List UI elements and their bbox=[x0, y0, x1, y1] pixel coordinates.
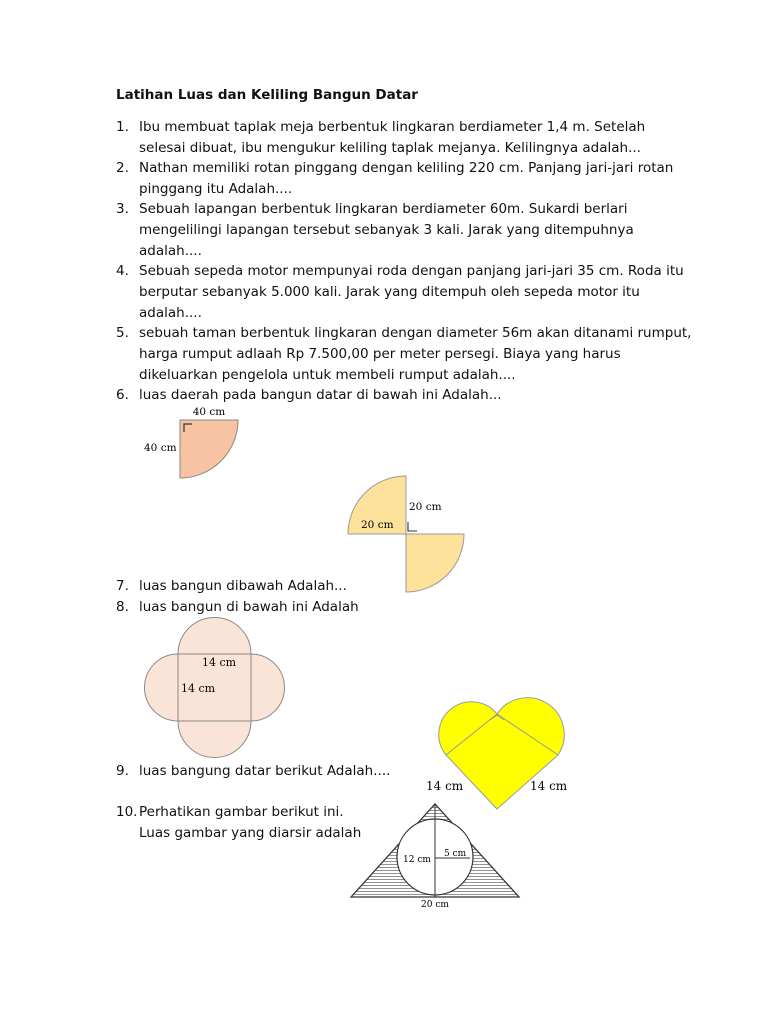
question-text-line: luas bangun dibawah Adalah... bbox=[139, 578, 347, 594]
left-dimension-label: 20 cm bbox=[361, 519, 394, 531]
question-text-line: Sebuah sepeda motor mempunyai roda dengan panjang jari-jari 35 cm. Roda itu bbox=[139, 263, 684, 279]
question-5 bbox=[116, 323, 692, 386]
question-text-line: Perhatikan gambar berikut ini. bbox=[139, 804, 344, 820]
question-number: 4. bbox=[116, 263, 129, 279]
question-3 bbox=[116, 199, 634, 262]
question-text-line: mengelilingi lapangan tersebut sebanyak 3 kali. Jarak yang ditempuhnya bbox=[139, 222, 634, 238]
question-text-line: selesai dibuat, ibu mengukur keliling taplak mejanya. Kelilingnya adalah... bbox=[139, 140, 641, 156]
question-text-line: adalah.... bbox=[139, 305, 202, 321]
height-label: 12 cm bbox=[403, 855, 431, 865]
question-text-line: dikeluarkan pengelola untuk membeli rumput adalah.... bbox=[139, 367, 516, 383]
question-text-line: sebuah taman berbentuk lingkaran dengan diameter 56m akan ditanami rumput, bbox=[139, 325, 692, 341]
question-number: 1. bbox=[116, 119, 129, 135]
worksheet-title: Latihan Luas dan Keliling Bangun Datar bbox=[116, 87, 418, 103]
quarter-circle-figure bbox=[140, 404, 250, 484]
bottom-semicircle bbox=[178, 721, 251, 757]
left-dimension-label: 14 cm bbox=[181, 682, 216, 695]
question-number: 9. bbox=[116, 763, 129, 779]
question-text-line: berputar sebanyak 5.000 kali. Jarak yang ditempuh oleh sepeda motor itu bbox=[139, 284, 640, 300]
question-7 bbox=[116, 576, 347, 597]
top-semicircle bbox=[178, 618, 251, 655]
question-number: 10. bbox=[116, 804, 138, 820]
question-text-line: Luas gambar yang diarsir adalah bbox=[139, 825, 362, 841]
question-text-line: pinggang itu Adalah.... bbox=[139, 181, 293, 197]
right-semicircle bbox=[251, 654, 284, 721]
question-6 bbox=[116, 385, 502, 406]
question-number: 5. bbox=[116, 325, 129, 341]
question-number: 6. bbox=[116, 387, 129, 403]
question-text-line: luas bangung datar berikut Adalah.... bbox=[139, 763, 391, 779]
question-text-line: luas daerah pada bangun datar di bawah ini Adalah... bbox=[139, 387, 502, 403]
flower-figure bbox=[130, 612, 300, 770]
question-10 bbox=[116, 802, 362, 844]
right-dimension-label: 14 cm bbox=[530, 779, 568, 793]
question-text-line: luas bangun di bawah ini Adalah bbox=[139, 599, 359, 615]
lower-quarter-shape bbox=[406, 534, 464, 592]
top-dimension-label: 40 cm bbox=[192, 406, 226, 418]
question-number: 3. bbox=[116, 201, 129, 217]
quarter-circle-shape bbox=[180, 420, 238, 478]
two-quarter-circles-figure bbox=[340, 475, 470, 595]
right-dimension-label: 20 cm bbox=[409, 501, 442, 513]
triangle-circle-figure bbox=[345, 798, 525, 913]
base-label: 20 cm bbox=[421, 900, 449, 910]
radius-label: 5 cm bbox=[444, 849, 467, 859]
question-number: 2. bbox=[116, 160, 129, 176]
question-4 bbox=[116, 261, 684, 324]
question-text-line: Ibu membuat taplak meja berbentuk lingkaran berdiameter 1,4 m. Setelah bbox=[139, 119, 646, 135]
left-semicircle bbox=[145, 654, 179, 721]
question-1 bbox=[116, 117, 646, 159]
question-text-line: harga rumput adlaah Rp 7.500,00 per meter persegi. Biaya yang harus bbox=[139, 346, 621, 362]
side-dimension-label: 40 cm bbox=[144, 442, 177, 454]
left-dimension-label: 14 cm bbox=[426, 779, 464, 793]
right-angle-mark bbox=[408, 522, 417, 531]
question-text-line: Sebuah lapangan berbentuk lingkaran berdiameter 60m. Sukardi berlari bbox=[139, 201, 628, 217]
top-dimension-label: 14 cm bbox=[202, 656, 237, 669]
question-2 bbox=[116, 158, 674, 200]
question-text-line: adalah.... bbox=[139, 243, 202, 259]
question-text-line: Nathan memiliki rotan pinggang dengan keliling 220 cm. Panjang jari-jari rotan bbox=[139, 160, 674, 176]
question-number: 8. bbox=[116, 599, 129, 615]
question-number: 7. bbox=[116, 578, 129, 594]
heart-figure bbox=[420, 692, 570, 797]
